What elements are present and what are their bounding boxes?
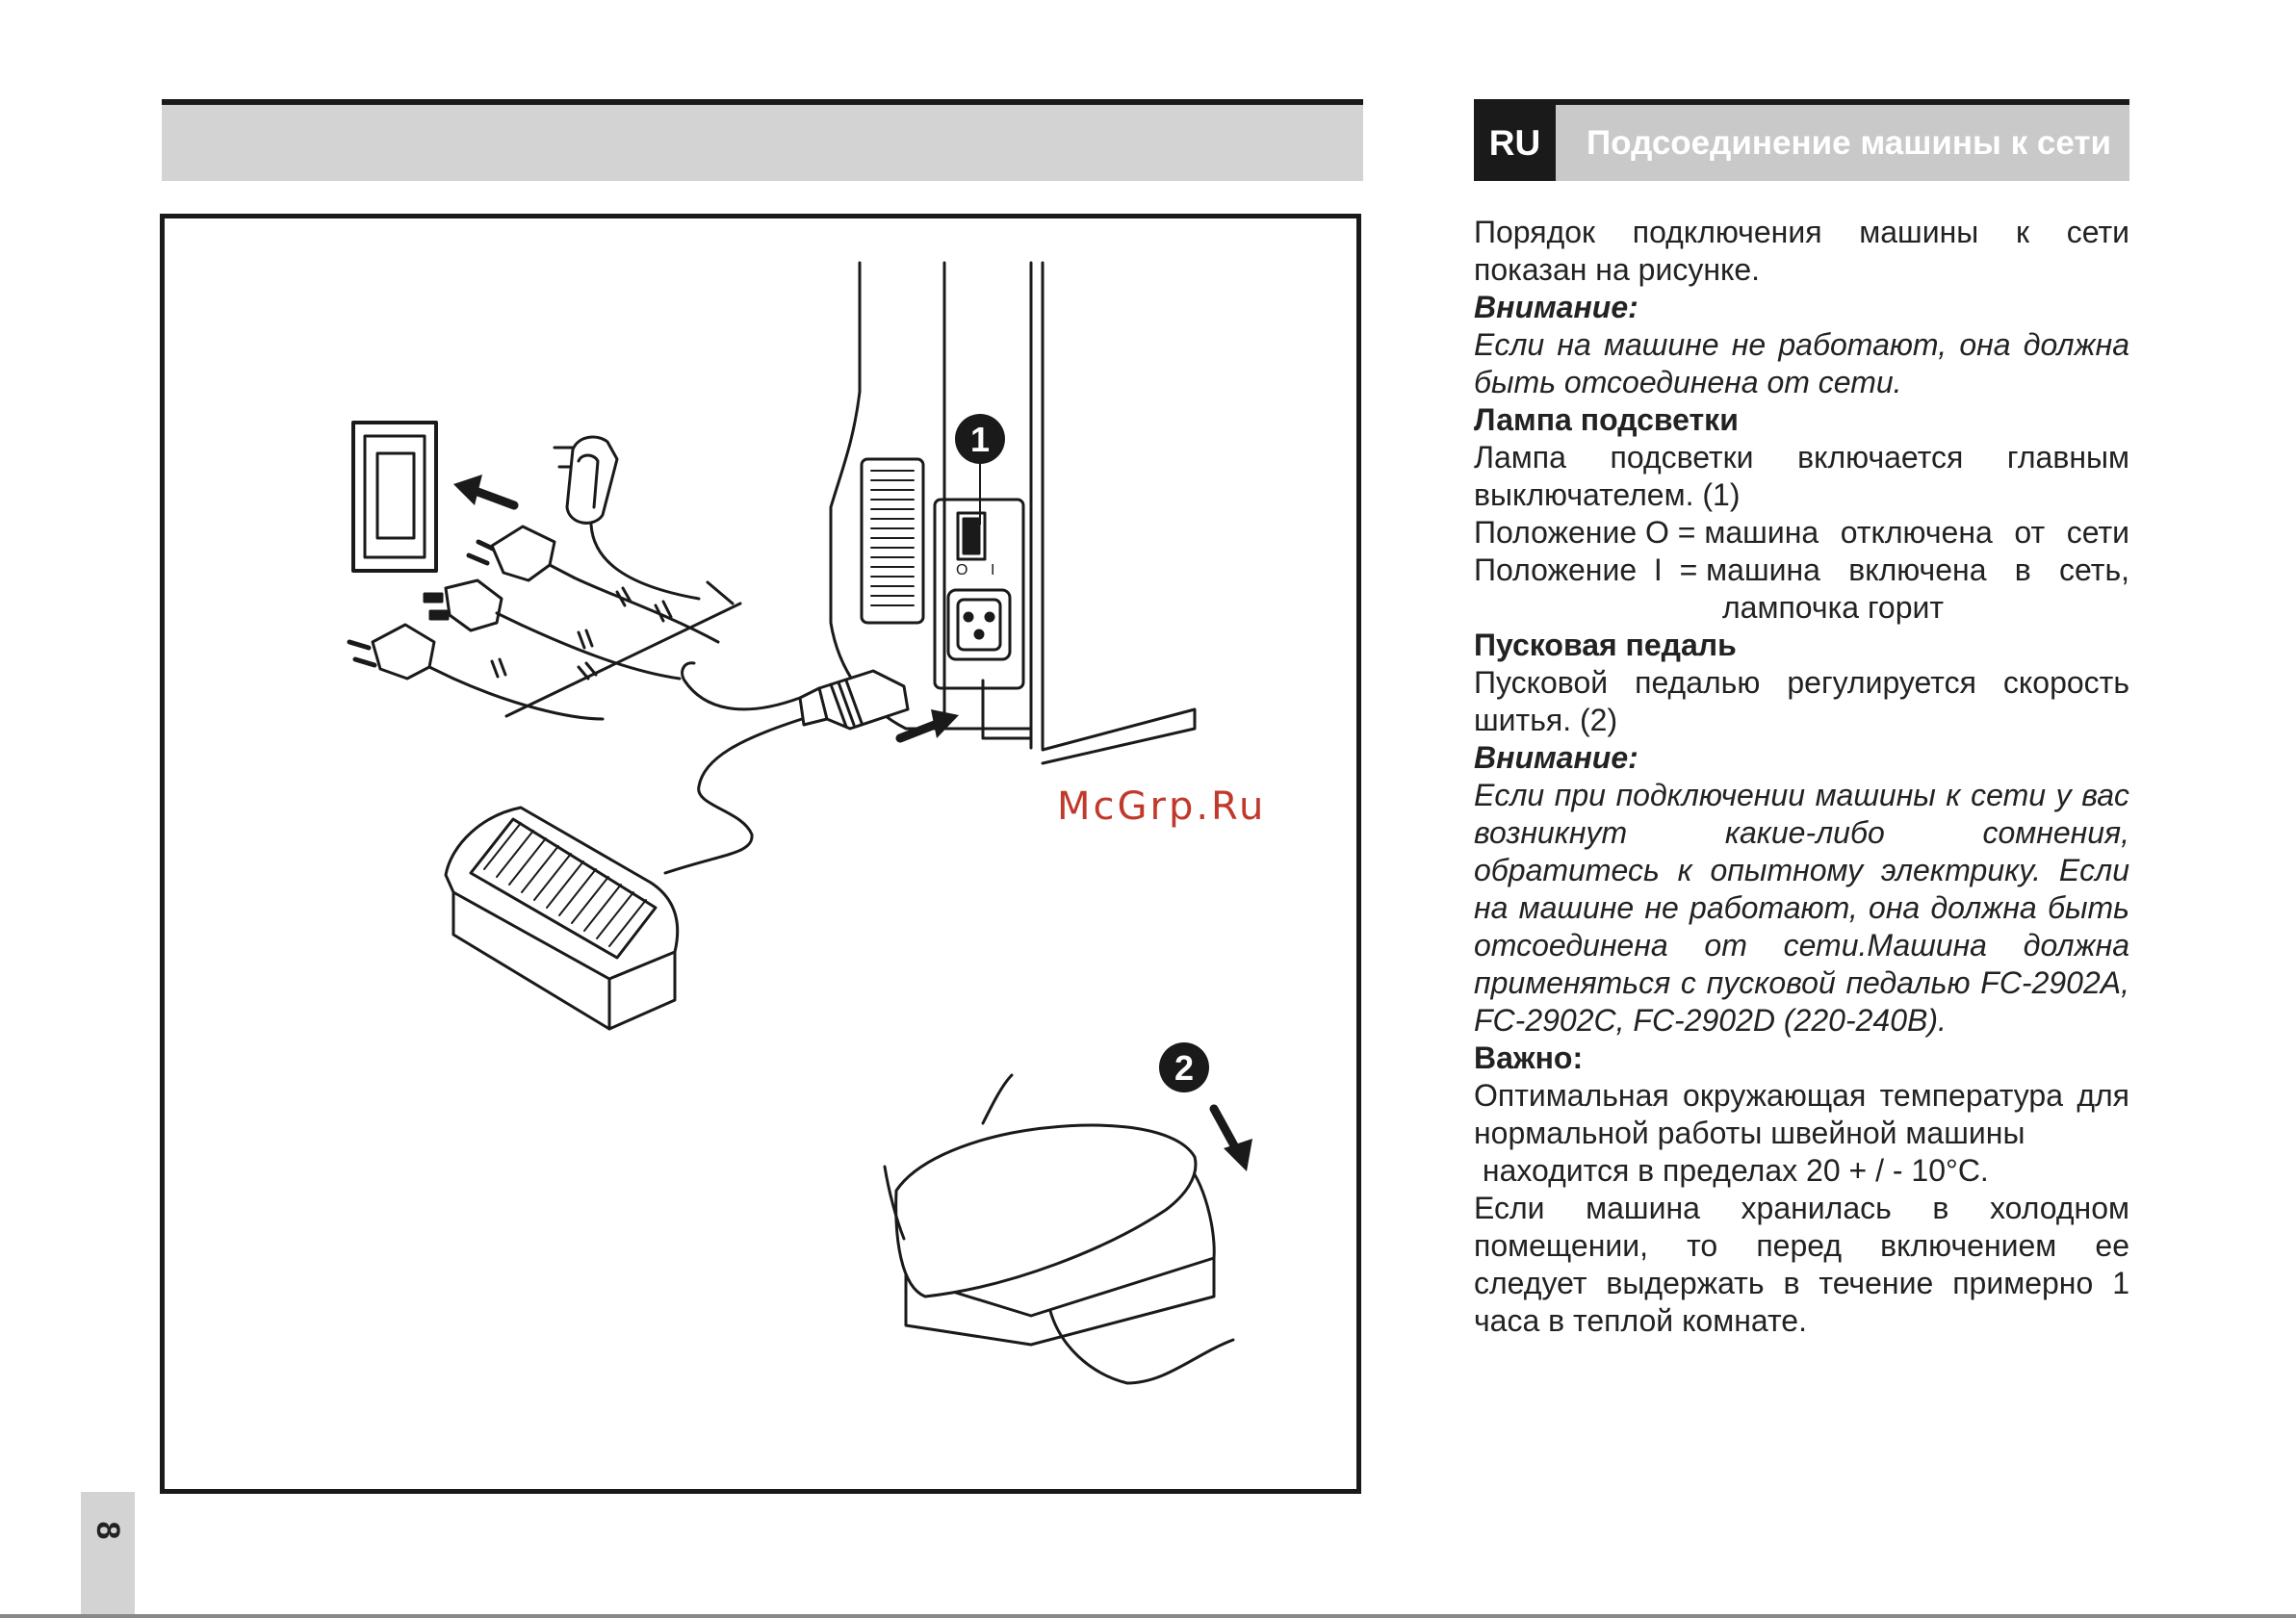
page-number-tab xyxy=(81,1492,135,1618)
switch-off-mark: O xyxy=(956,562,968,578)
pedal-title: Пусковая педаль xyxy=(1474,628,1737,662)
instructions-column xyxy=(1474,214,2129,1340)
position-i-value: машина включена в сеть, xyxy=(1706,552,2129,587)
machine-connector-icon xyxy=(665,663,908,873)
section-title: Подсоединение машины к сети xyxy=(1587,124,2112,162)
lamp-title: Лампа подсветки xyxy=(1474,402,1739,437)
important-text-2: Если машина хранилась в холодном помещении, то перед включением ее следует выдержать в течение примерно 1 часа в теплой комнате. xyxy=(1474,1191,2129,1338)
foot-pedal-icon xyxy=(446,808,678,1029)
callout-2-text: 2 xyxy=(1174,1048,1195,1088)
position-i-value-2: лампочка горит xyxy=(1722,590,1945,625)
important-text-1b: находится в пределах 20 + / - 10°C. xyxy=(1474,1153,1989,1188)
us-plug-icon xyxy=(425,580,680,679)
connection-illustration xyxy=(160,214,1361,1494)
intro-text: Порядок подключения машины к сети показан на рисунке. xyxy=(1474,215,2129,287)
wall-socket-icon xyxy=(353,423,436,571)
arrow-right-icon xyxy=(900,709,959,738)
watermark: McGrp.Ru xyxy=(1057,784,1267,829)
pedal-text: Пусковой педалью регулируется скорость шитья. (2) xyxy=(1474,665,2129,737)
switch-on-mark: I xyxy=(991,562,995,578)
warning-2-title: Внимание: xyxy=(1474,740,1638,775)
left-header-bar xyxy=(162,99,1363,181)
arrow-down-icon xyxy=(1214,1109,1252,1171)
warning-1-text: Если на машине не работают, она должна быть отсоединена от сети. xyxy=(1474,327,2129,399)
callout-2-badge xyxy=(1159,1042,1209,1092)
position-o-value: машина отключена от сети xyxy=(1704,515,2129,550)
bottom-border xyxy=(0,1614,2296,1618)
lamp-text: Лампа подсветки включается главным выключателем. (1) xyxy=(1474,440,2129,512)
important-text-1: Оптимальная окружающая температура для нормальной работы швейной машины xyxy=(1474,1078,2129,1150)
callout-1-badge xyxy=(955,414,1005,464)
section-header xyxy=(1474,99,2129,181)
position-i-label: Положение I = xyxy=(1474,552,1707,587)
arrow-left-icon xyxy=(453,475,514,505)
position-o-row xyxy=(1474,514,2129,552)
warning-1-title: Внимание: xyxy=(1474,290,1638,324)
language-badge: RU xyxy=(1474,105,1556,181)
foot-on-pedal-icon xyxy=(885,1075,1233,1383)
important-title: Важно: xyxy=(1474,1040,1584,1075)
callout-1-text: 1 xyxy=(969,420,991,459)
adapter-plug-icon xyxy=(555,437,699,599)
warning-2-text: Если при подключении машины к сети у вас возникнут какие-либо сомнения, обратитесь к опытному электрику. Если на машине не работают, она должна быть отсоединена от сети.Машина должна применяться с пусковой педалью FC-2902A, FC-2902C, FC-2902D (220-240В). xyxy=(1474,778,2129,1038)
position-o-label: Положение O = xyxy=(1474,515,1705,550)
illustration-svg xyxy=(165,218,1356,1489)
eu-plug-2-icon xyxy=(349,625,603,719)
page-number: 8 xyxy=(90,1521,127,1540)
eu-plug-icon xyxy=(469,526,718,642)
position-i-row xyxy=(1474,552,2129,589)
